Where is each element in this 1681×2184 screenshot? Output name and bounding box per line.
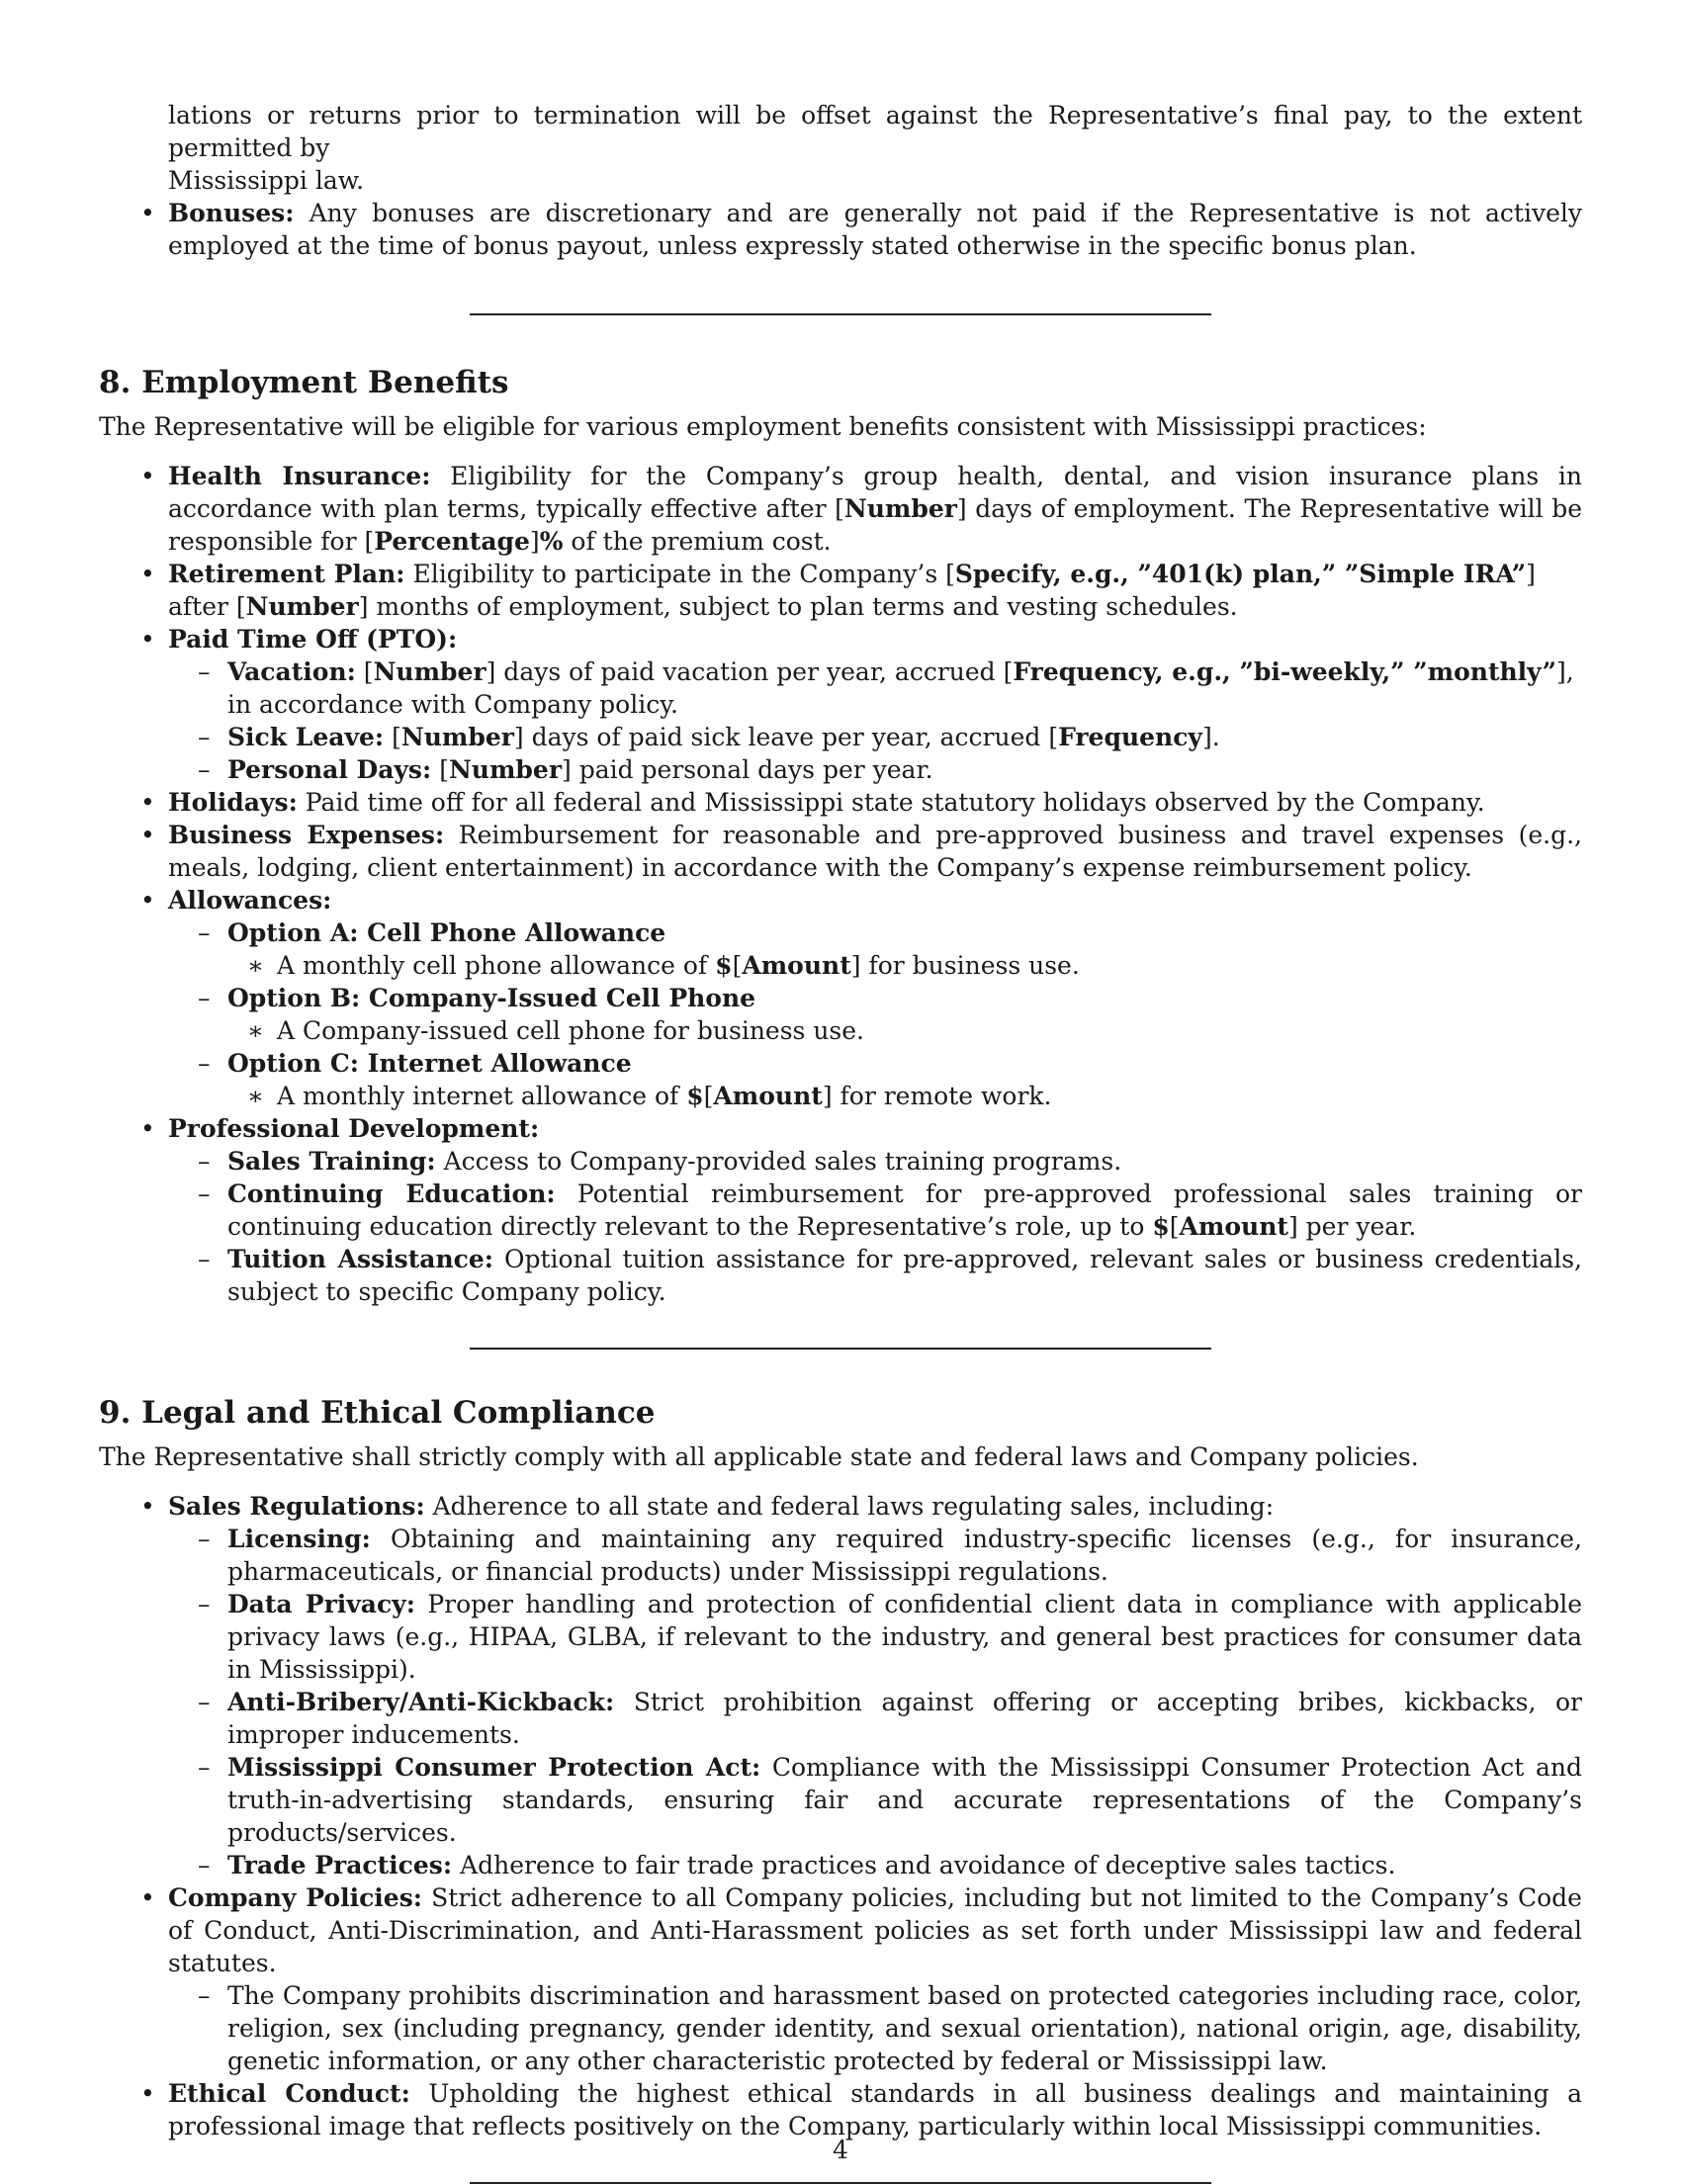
placeholder-number: Number <box>245 592 359 621</box>
health-insurance-item <box>99 460 1582 558</box>
vacation-text: ], in accordance with Company policy. <box>227 657 1574 719</box>
continuing-education-text: Potential reimbursement for pre-approved professional sales training or continuing education directly relevant to the Representative’s role, up to <box>227 1179 1582 1241</box>
bonuses-text: Any bonuses are discretionary and are generally not paid if the Representative is not actively employed at the time of bonus payout, unless expressly stated otherwise in the specific bonus plan. <box>168 199 1582 260</box>
option-c-text: [ <box>703 1082 714 1110</box>
anti-bribery-item <box>99 1686 1582 1751</box>
licensing-label: Licensing: <box>227 1525 371 1553</box>
anti-discrimination-text: The Company prohibits discrimination and harassment based on protected categories including race, color, religion, sex (including pregnancy, gender identity, and sexual orientation), national origin, age, disability, genetic information, or any other characteristic protected by federal or Mississippi law. <box>227 1981 1582 2075</box>
placeholder-amount: Amount <box>713 1082 823 1110</box>
placeholder-number: Number <box>373 657 487 686</box>
dash-icon: – <box>198 984 211 1012</box>
option-c-detail <box>99 1080 1582 1112</box>
placeholder-number: Number <box>448 755 562 784</box>
sick-leave-text: ] days of paid sick leave per year, accrued [ <box>513 723 1059 751</box>
option-b-text: A Company-issued cell phone for business use. <box>277 1016 865 1045</box>
section-8-intro: The Representative will be eligible for various employment benefits consistent with Mississippi practices: <box>99 412 1427 441</box>
asterisk-icon: ∗ <box>247 951 264 980</box>
dash-icon: – <box>198 1753 211 1782</box>
sales-training-item <box>99 1145 1582 1178</box>
placeholder-frequency: Frequency, e.g., ”bi-weekly,” ”monthly” <box>1013 657 1556 686</box>
placeholder-amount: Amount <box>742 951 851 980</box>
continued-line-1: lations or returns prior to termination will be offset against the Representative’s final pay, to the extent permitted by <box>168 101 1582 162</box>
ethical-conduct-text: Upholding the highest ethical standards in all business dealings and maintaining a professional image that reflects positively on the Company, particularly within local Mississippi communities. <box>168 2079 1583 2140</box>
licensing-item <box>99 1523 1582 1588</box>
health-label: Health Insurance: <box>168 462 431 490</box>
option-a-label: Option A: Cell Phone Allowance <box>227 918 666 947</box>
consumer-protection-text: Compliance with the Mississippi Consumer Protection Act and truth-in-advertising standards, ensuring fair and accurate representations of the Company’s products/services. <box>227 1753 1582 1847</box>
continuing-education-item <box>99 1178 1582 1243</box>
health-text: ] days of employment. The Representative will be responsible for [ <box>168 494 1582 556</box>
vacation-label: Vacation: <box>227 657 356 686</box>
dash-icon: – <box>198 1179 211 1208</box>
option-c-text: A monthly internet allowance of <box>277 1082 687 1110</box>
option-a-detail <box>99 949 1582 982</box>
asterisk-icon: ∗ <box>247 1016 264 1045</box>
bullet-icon: • <box>140 788 155 817</box>
dash-icon: – <box>198 1688 211 1716</box>
option-b-item <box>99 982 1582 1014</box>
placeholder-percentage: Percentage <box>374 527 530 556</box>
sales-regulations-text: Adherence to all state and federal laws regulating sales, including: <box>432 1492 1275 1521</box>
anti-bribery-text: Strict prohibition against offering or accepting bribes, kickbacks, or improper inducements. <box>227 1688 1582 1749</box>
professional-development-item <box>99 1112 1582 1145</box>
ethical-conduct-label: Ethical Conduct: <box>168 2079 410 2108</box>
dash-icon: – <box>198 1590 211 1618</box>
holidays-item <box>99 786 1582 819</box>
holidays-label: Holidays: <box>168 788 298 817</box>
retirement-plan-item <box>99 558 1582 623</box>
option-c-label: Option C: Internet Allowance <box>227 1049 632 1078</box>
retirement-text: ] months of employment, subject to plan terms and vesting schedules. <box>358 592 1238 621</box>
retirement-text: ] after [ <box>168 560 1536 621</box>
business-expenses-label: Business Expenses: <box>168 821 445 849</box>
dash-icon: – <box>198 1525 211 1553</box>
trade-practices-item <box>99 1849 1582 1881</box>
sick-leave-text: [ <box>384 723 401 751</box>
bullet-icon: • <box>140 821 155 849</box>
ethical-conduct-item <box>99 2077 1582 2142</box>
vacation-text: [ <box>355 657 374 686</box>
business-expenses-item <box>99 819 1582 884</box>
sick-leave-text: ]. <box>1201 723 1220 751</box>
sick-leave-item <box>99 721 1582 753</box>
health-text: of the premium cost. <box>563 527 832 556</box>
pto-label: Paid Time Off (PTO): <box>168 625 458 654</box>
dash-icon: – <box>198 755 211 784</box>
trade-practices-label: Trade Practices: <box>227 1851 453 1879</box>
vacation-text: ] days of paid vacation per year, accrued [ <box>486 657 1014 686</box>
continued-paragraph <box>99 99 1582 197</box>
placeholder-frequency: Frequency <box>1058 723 1202 751</box>
tuition-assistance-item <box>99 1243 1582 1308</box>
option-a-text: [ <box>732 951 743 980</box>
option-b-label: Option B: Company-Issued Cell Phone <box>227 984 756 1012</box>
dollar-sign: $ <box>1152 1212 1170 1241</box>
continuing-education-label: Continuing Education: <box>227 1179 556 1208</box>
bonuses-item <box>99 197 1582 262</box>
dash-icon: – <box>198 1245 211 1273</box>
anti-bribery-label: Anti-Bribery/Anti-Kickback: <box>227 1688 615 1716</box>
health-text: ] <box>529 527 540 556</box>
business-expenses-text: Reimbursement for reasonable and pre-approved business and travel expenses (e.g., meals, lodging, client entertainment) in accordance with the Company’s expense reimbursement policy. <box>168 821 1583 882</box>
bullet-icon: • <box>140 199 155 227</box>
sales-regulations-label: Sales Regulations: <box>168 1492 425 1521</box>
dollar-sign: $ <box>715 951 733 980</box>
placeholder-amount: Amount <box>1179 1212 1288 1241</box>
dash-icon: – <box>198 918 211 947</box>
continuing-education-text: [ <box>1169 1212 1180 1241</box>
anti-discrimination-item <box>99 1979 1582 2077</box>
option-b-detail <box>99 1014 1582 1047</box>
bullet-icon: • <box>140 625 155 654</box>
tuition-assistance-label: Tuition Assistance: <box>227 1245 493 1273</box>
placeholder-number: Number <box>843 494 957 523</box>
section-divider <box>470 1348 1211 1350</box>
section-divider <box>470 313 1211 315</box>
bullet-icon: • <box>140 2079 155 2108</box>
trade-practices-text: Adherence to fair trade practices and avoidance of deceptive sales tactics. <box>460 1851 1396 1879</box>
continued-line-2: Mississippi law. <box>168 166 365 195</box>
dash-icon: – <box>198 1147 211 1176</box>
section-9-heading: 9. Legal and Ethical Compliance <box>99 1395 656 1431</box>
bullet-icon: • <box>140 1883 155 1912</box>
sick-leave-label: Sick Leave: <box>227 723 385 751</box>
tuition-assistance-text: Optional tuition assistance for pre-approved, relevant sales or business credentials, subject to specific Company policy. <box>227 1245 1582 1306</box>
holidays-text: Paid time off for all federal and Mississippi state statutory holidays observed by the Company. <box>305 788 1485 817</box>
licensing-text: Obtaining and maintaining any required industry-specific licenses (e.g., for insurance, pharmaceuticals, or financial products) under Mississippi regulations. <box>227 1525 1583 1586</box>
sales-regulations-item <box>99 1490 1582 1523</box>
company-policies-text: Strict adherence to all Company policies, including but not limited to the Company’s Code of Conduct, Anti-Discrimination, and Anti-Harassment policies as set forth under Mississippi law and federal statutes. <box>168 1883 1582 1977</box>
sales-training-text: Access to Company-provided sales training programs. <box>443 1147 1122 1176</box>
dash-icon: – <box>198 1851 211 1879</box>
section-8-heading: 8. Employment Benefits <box>99 365 509 400</box>
vacation-item <box>99 655 1582 721</box>
dash-icon: – <box>198 723 211 751</box>
company-policies-label: Company Policies: <box>168 1883 423 1912</box>
dash-icon: – <box>198 657 211 686</box>
bullet-icon: • <box>140 1492 155 1521</box>
personal-days-text: [ <box>431 755 449 784</box>
bullet-icon: • <box>140 886 155 915</box>
professional-development-label: Professional Development: <box>168 1114 540 1143</box>
allowances-label: Allowances: <box>168 886 332 915</box>
dash-icon: – <box>198 1981 211 2010</box>
page-number: 4 <box>833 2136 848 2164</box>
placeholder-number: Number <box>400 723 514 751</box>
bullet-icon: • <box>140 1114 155 1143</box>
option-a-item <box>99 917 1582 949</box>
data-privacy-item <box>99 1588 1582 1686</box>
asterisk-icon: ∗ <box>247 1082 264 1110</box>
dash-icon: – <box>198 1049 211 1078</box>
bullet-icon: • <box>140 560 155 588</box>
option-c-text: ] for remote work. <box>822 1082 1052 1110</box>
data-privacy-text: Proper handling and protection of confidential client data in compliance with applicable privacy laws (e.g., HIPAA, GLBA, if relevant to the industry, and general best practices for consumer data in Mississippi). <box>227 1590 1583 1684</box>
company-policies-item <box>99 1881 1582 1979</box>
option-a-text: ] for business use. <box>850 951 1080 980</box>
bonuses-label: Bonuses: <box>168 199 295 227</box>
placeholder-plan: Specify, e.g., ”401(k) plan,” ”Simple IRA” <box>954 560 1527 588</box>
retirement-label: Retirement Plan: <box>168 560 405 588</box>
pto-item <box>99 623 1582 655</box>
continuing-education-text: ] per year. <box>1287 1212 1417 1241</box>
dollar-sign: $ <box>686 1082 704 1110</box>
personal-days-label: Personal Days: <box>227 755 432 784</box>
personal-days-item <box>99 753 1582 786</box>
document-page <box>99 99 1582 2184</box>
consumer-protection-label: Mississippi Consumer Protection Act: <box>227 1753 761 1782</box>
consumer-protection-item <box>99 1751 1582 1849</box>
option-a-text: A monthly cell phone allowance of <box>277 951 716 980</box>
personal-days-text: ] paid personal days per year. <box>562 755 933 784</box>
bullet-icon: • <box>140 462 155 490</box>
section-9-intro: The Representative shall strictly comply with all applicable state and federal laws and Company policies. <box>99 1442 1419 1471</box>
allowances-item <box>99 884 1582 917</box>
health-text: Eligibility for the Company’s group health, dental, and vision insurance plans in accordance with plan terms, typically effective after [ <box>168 462 1582 523</box>
retirement-text: Eligibility to participate in the Company’s [ <box>412 560 955 588</box>
data-privacy-label: Data Privacy: <box>227 1590 415 1618</box>
sales-training-label: Sales Training: <box>227 1147 436 1176</box>
option-c-item <box>99 1047 1582 1080</box>
percent-sign: % <box>539 527 564 556</box>
